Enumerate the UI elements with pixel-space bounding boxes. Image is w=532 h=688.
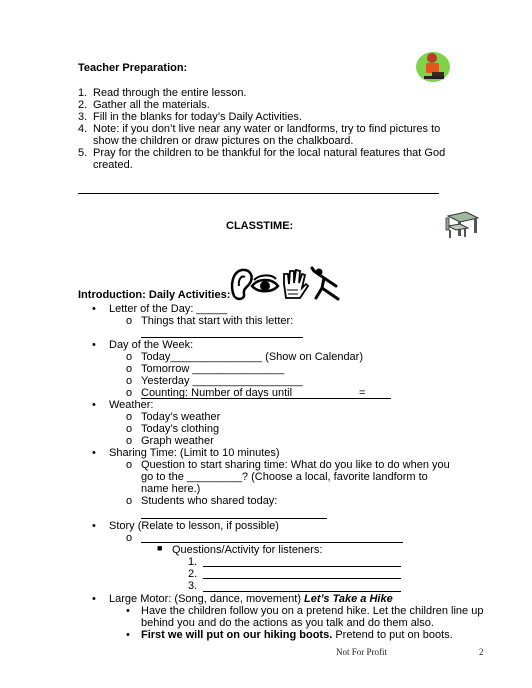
- prep-num-3: 3.: [78, 111, 88, 123]
- page-number: 2: [479, 647, 484, 657]
- circle-bullet: o: [126, 459, 133, 471]
- letter-things: Things that start with this letter:: [141, 315, 294, 327]
- weather-item: Today’s weather: [141, 411, 221, 423]
- blank-line: [141, 542, 403, 543]
- bullet: •: [92, 303, 96, 315]
- weather-item: Today’s clothing: [141, 423, 220, 435]
- prep-item-5: Pray for the children to be thankful for the local natural features that God: [93, 147, 446, 159]
- circle-bullet: o: [126, 363, 133, 375]
- senses-icons: [228, 266, 354, 302]
- sharing-question-2: go to the _________? (Choose a local, favorite landform to: [141, 471, 428, 483]
- questions-label: Questions/Activity for listeners:: [172, 544, 323, 556]
- prep-item-4-cont: show the children or draw pictures on the chalkboard.: [93, 135, 354, 147]
- sharing-time: Sharing Time: (Limit to 10 minutes): [109, 447, 280, 459]
- day-of-week: Day of the Week:: [109, 339, 194, 351]
- question-num-1: 1.: [188, 556, 198, 568]
- prep-num-1: 1.: [78, 87, 88, 99]
- hand-icon: [284, 270, 308, 298]
- circle-bullet: o: [126, 315, 133, 327]
- large-motor-label: Large Motor: (Song, dance, movement): [109, 593, 305, 605]
- footer-not-for-profit: Not For Profit: [336, 647, 388, 657]
- circle-bullet: o: [126, 351, 133, 363]
- prep-num-4: 4.: [78, 123, 88, 135]
- blank-line: [203, 566, 401, 567]
- counting-line: Counting: Number of days until: [141, 387, 293, 399]
- prep-item-1: Read through the entire lesson.: [93, 87, 247, 99]
- teacher-prep-title: Teacher Preparation:: [78, 62, 188, 74]
- circle-bullet: o: [126, 495, 133, 507]
- circle-bullet: o: [126, 423, 133, 435]
- classtime-heading: CLASSTIME:: [226, 220, 294, 232]
- bullet: •: [126, 629, 130, 641]
- bullet: •: [92, 593, 96, 605]
- square-bullet: ■: [157, 543, 163, 553]
- sharing-question-1: Question to start sharing time: What do you like to do when you: [141, 459, 450, 471]
- shared-today: Students who shared today:: [141, 495, 278, 507]
- circle-bullet: o: [126, 435, 133, 447]
- question-num-2: 2.: [188, 568, 198, 580]
- blank-line: [141, 337, 303, 338]
- sharing-question-3: name here.): [141, 483, 201, 495]
- hike-instructions-2: behind you and do the actions as you talk and do them also.: [141, 617, 434, 629]
- weather-label: Weather:: [109, 399, 154, 411]
- tomorrow-line: Tomorrow _______________: [141, 363, 285, 375]
- circle-bullet: o: [126, 375, 133, 387]
- hike-boots-bold: First we will put on our hiking boots.: [141, 629, 333, 641]
- hike-instructions-1: Have the children follow you on a pretend hike. Let the children line up: [141, 605, 484, 617]
- letter-of-day: Letter of the Day: _____: [109, 303, 228, 315]
- bullet: •: [126, 605, 130, 617]
- prep-num-5: 5.: [78, 147, 88, 159]
- blank-line: [203, 578, 401, 579]
- story-label: Story (Relate to lesson, if possible): [109, 520, 279, 532]
- counting-underline: [141, 398, 391, 399]
- bullet: •: [92, 447, 96, 459]
- intro-title: Introduction: Daily Activities:: [78, 289, 231, 301]
- teacher-clipart-icon: [414, 48, 452, 84]
- circle-bullet: o: [126, 411, 133, 423]
- bullet: •: [92, 339, 96, 351]
- prep-item-3: Fill in the blanks for today’s Daily Activities.: [93, 111, 302, 123]
- blank-line: [203, 591, 401, 592]
- prep-item-5-cont: created.: [93, 159, 133, 171]
- prep-item-4: Note: if you don’t live near any water or landforms, try to find pictures to: [93, 123, 441, 135]
- hike-title: Let’s Take a Hike: [304, 593, 393, 605]
- weather-item: Graph weather: [141, 435, 214, 447]
- hike-boots-rest: Pretend to put on boots.: [332, 629, 453, 641]
- section-divider: [78, 193, 439, 194]
- circle-bullet: o: [126, 387, 133, 399]
- classroom-desk-icon: [444, 210, 482, 240]
- hike-boots: [141, 629, 453, 641]
- bullet: •: [92, 399, 96, 411]
- counting-equals: =: [359, 387, 366, 399]
- yesterday-line: Yesterday __________________: [141, 375, 303, 387]
- large-motor: [109, 593, 393, 605]
- bullet: •: [92, 520, 96, 532]
- blank-line: [141, 518, 327, 519]
- eye-icon: [252, 275, 278, 291]
- circle-bullet: o: [126, 532, 133, 544]
- prep-num-2: 2.: [78, 99, 88, 111]
- question-num-3: 3.: [188, 580, 198, 592]
- stretching-figure-icon: [312, 268, 338, 299]
- prep-item-2: Gather all the materials.: [93, 99, 210, 111]
- ear-icon: [232, 270, 252, 299]
- today-line: Today_______________ (Show on Calendar): [141, 351, 364, 363]
